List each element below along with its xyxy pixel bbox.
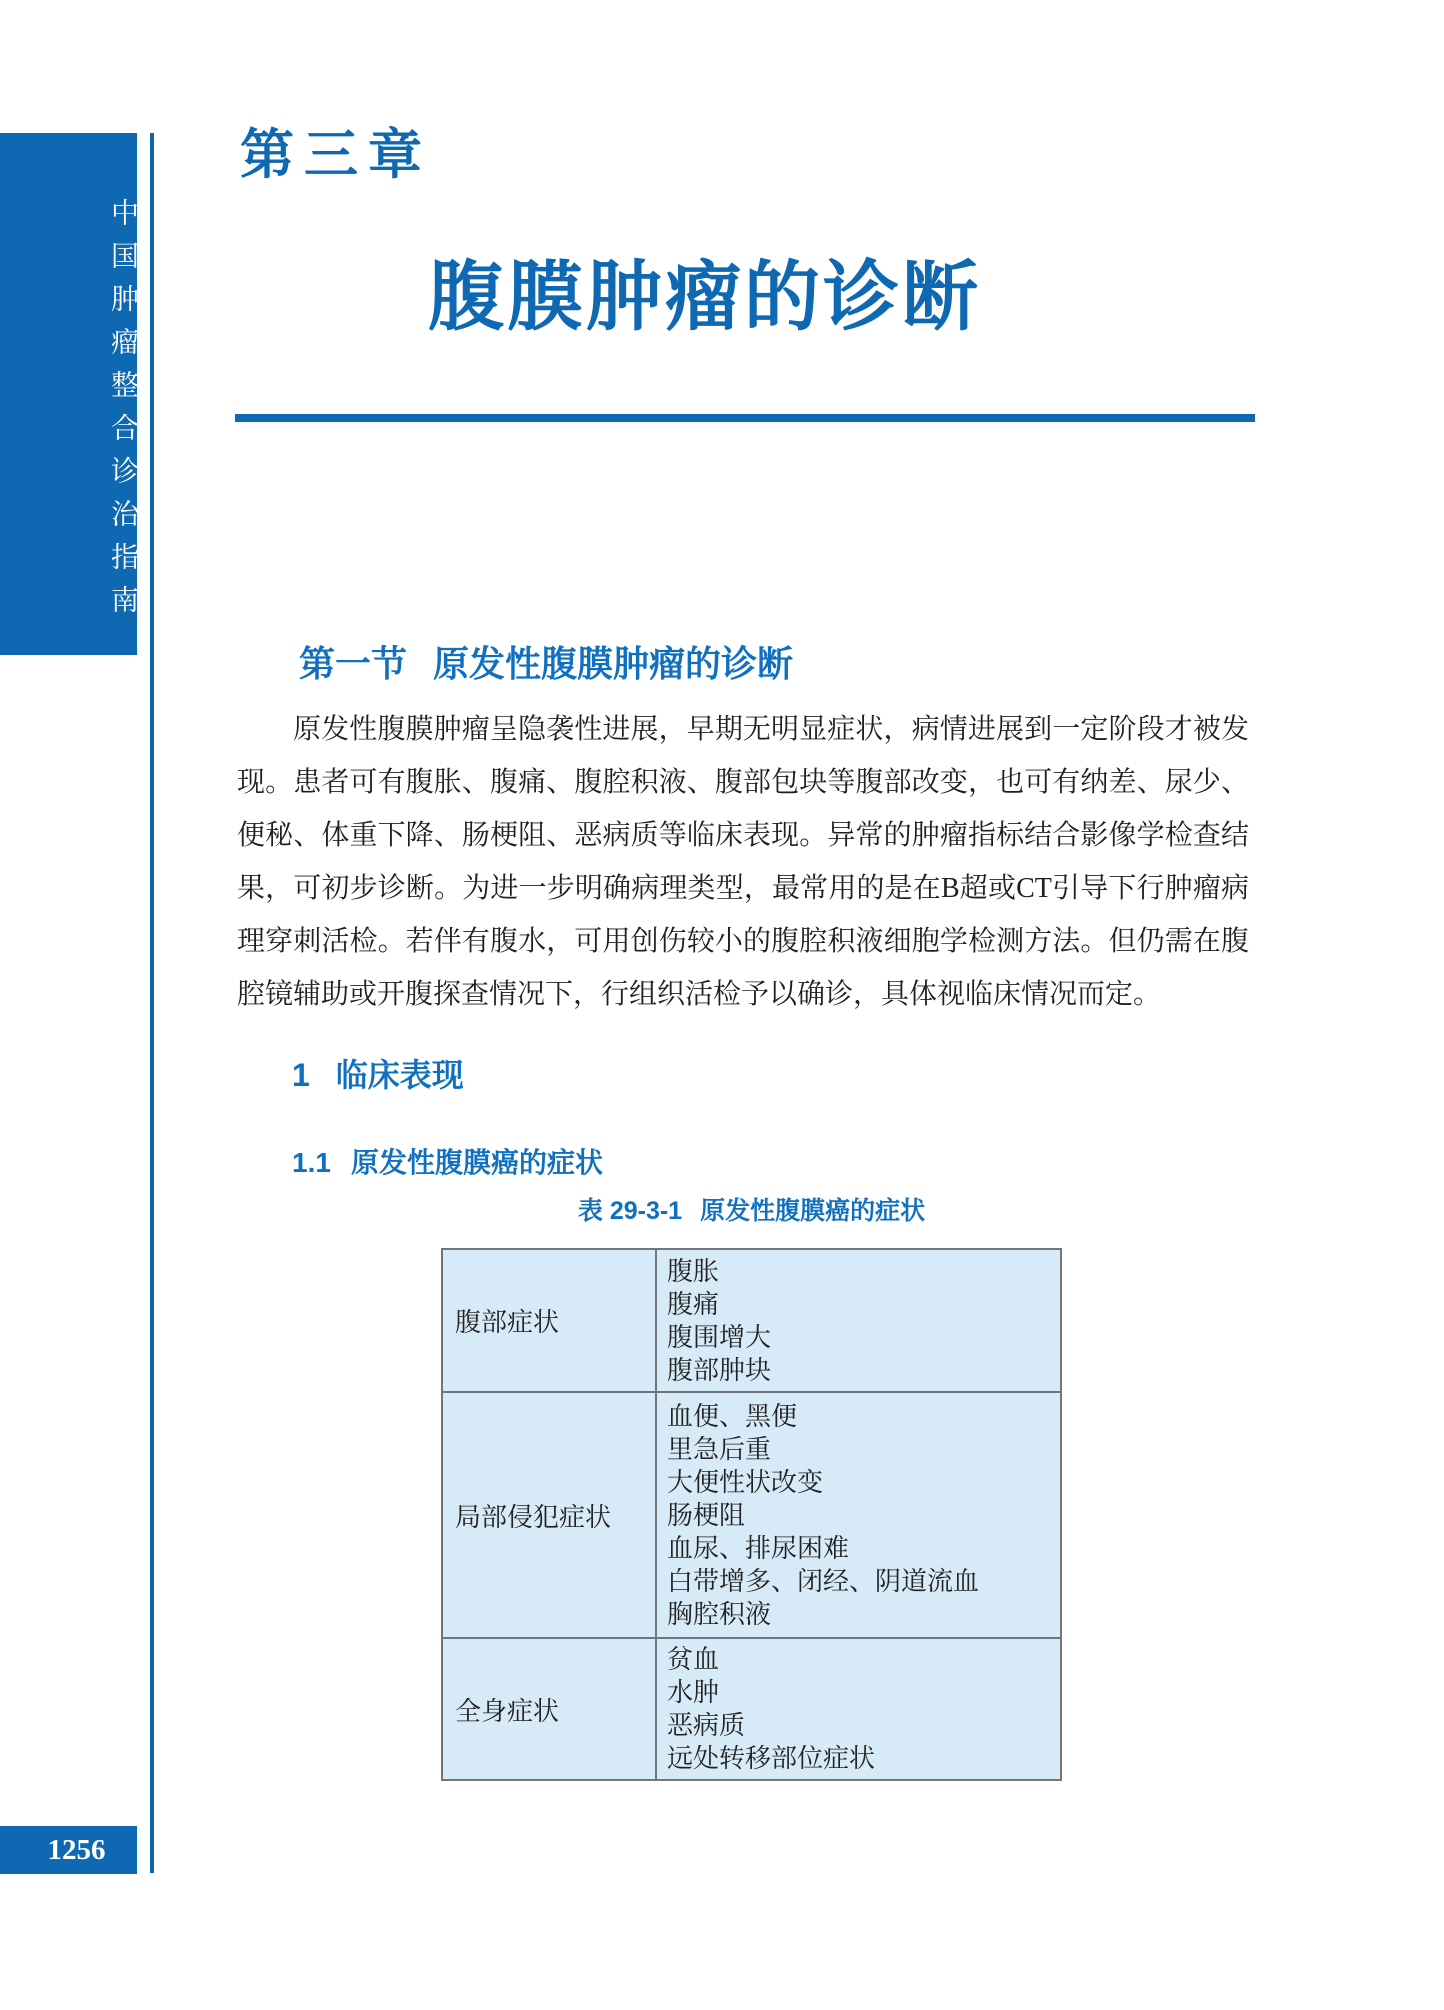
- symptom-item: 胸腔积液: [667, 1599, 772, 1629]
- symptom-item: 远处转移部位症状: [667, 1744, 876, 1773]
- symptom-item: 腹痛: [667, 1289, 720, 1319]
- symptom-item: 白带增多、闭经、阴道流血: [667, 1566, 980, 1596]
- symptom-item: 血便、黑便: [667, 1401, 798, 1431]
- symptom-item: 贫血: [667, 1645, 720, 1674]
- h2-heading: [292, 1146, 603, 1180]
- symptom-item: 肠梗阻: [667, 1500, 746, 1530]
- symptom-item: 里急后重: [667, 1434, 772, 1464]
- symptom-item: 大便性状改变: [667, 1467, 824, 1497]
- symptom-item: 腹部肿块: [667, 1355, 772, 1385]
- symptom-item: 腹胀: [667, 1256, 720, 1286]
- section-heading: [299, 643, 793, 686]
- table-row: [443, 1637, 1060, 1779]
- table-row: [443, 1391, 1060, 1637]
- section-title: 原发性腹膜肿瘤的诊断: [433, 644, 794, 684]
- table-caption: [441, 1196, 1062, 1226]
- chapter-title-rule: [235, 414, 1255, 422]
- items-cell: [657, 1393, 1060, 1637]
- items-cell: [657, 1639, 1060, 1779]
- category-cell: 全身症状: [443, 1639, 657, 1779]
- symptom-item: 腹围增大: [667, 1322, 772, 1352]
- intro-paragraph: 原发性腹膜肿瘤呈隐袭性进展，早期无明显症状，病情进展到一定阶段才被发现。患者可有腹胀、腹痛、腹腔积液、腹部包块等腹部改变，也可有纳差、尿少、便秘、体重下降、肠梗阻、恶病质等临床表现。异常的肿瘤指标结合影像学检查结果，可初步诊断。为进一步明确病理类型，最常用的是在B超或CT引导下行肿瘤病理穿刺活检。若伴有腹水，可用创伤较小的腹腔积液细胞学检测方法。但仍需在腹腔镜辅助或开腹探查情况下，行组织活检予以确诊，具体视临床情况而定。: [237, 714, 1249, 1010]
- section-label: 第一节: [299, 644, 408, 684]
- h1-title: 临床表现: [335, 1057, 464, 1093]
- sidebar-vertical-title: 中国肿瘤整合诊治指南: [108, 198, 139, 628]
- h1-heading: [292, 1056, 464, 1094]
- symptom-item: 水肿: [667, 1678, 720, 1707]
- h2-title: 原发性腹膜癌的症状: [350, 1147, 603, 1178]
- symptom-item: 恶病质: [667, 1711, 746, 1740]
- table-row: [443, 1250, 1060, 1391]
- h2-number: 1.1: [292, 1147, 331, 1178]
- category-cell: 腹部症状: [443, 1250, 657, 1391]
- chapter-label: 第三章: [240, 125, 432, 185]
- table-caption-title: 原发性腹膜癌的症状: [700, 1197, 926, 1225]
- page-number-badge: [0, 1826, 137, 1874]
- items-cell: [657, 1250, 1060, 1391]
- symptoms-table: [441, 1248, 1062, 1781]
- chapter-title: 腹膜肿瘤的诊断: [428, 255, 981, 340]
- symptom-item: 血尿、排尿困难: [667, 1533, 850, 1563]
- h1-number: 1: [292, 1057, 310, 1093]
- sidebar-rule: [150, 133, 154, 1873]
- table-caption-label: 表 29-3-1: [577, 1197, 683, 1225]
- page-number: 1256: [47, 1833, 106, 1866]
- sidebar-tab: [0, 133, 137, 655]
- category-cell: 局部侵犯症状: [443, 1393, 657, 1637]
